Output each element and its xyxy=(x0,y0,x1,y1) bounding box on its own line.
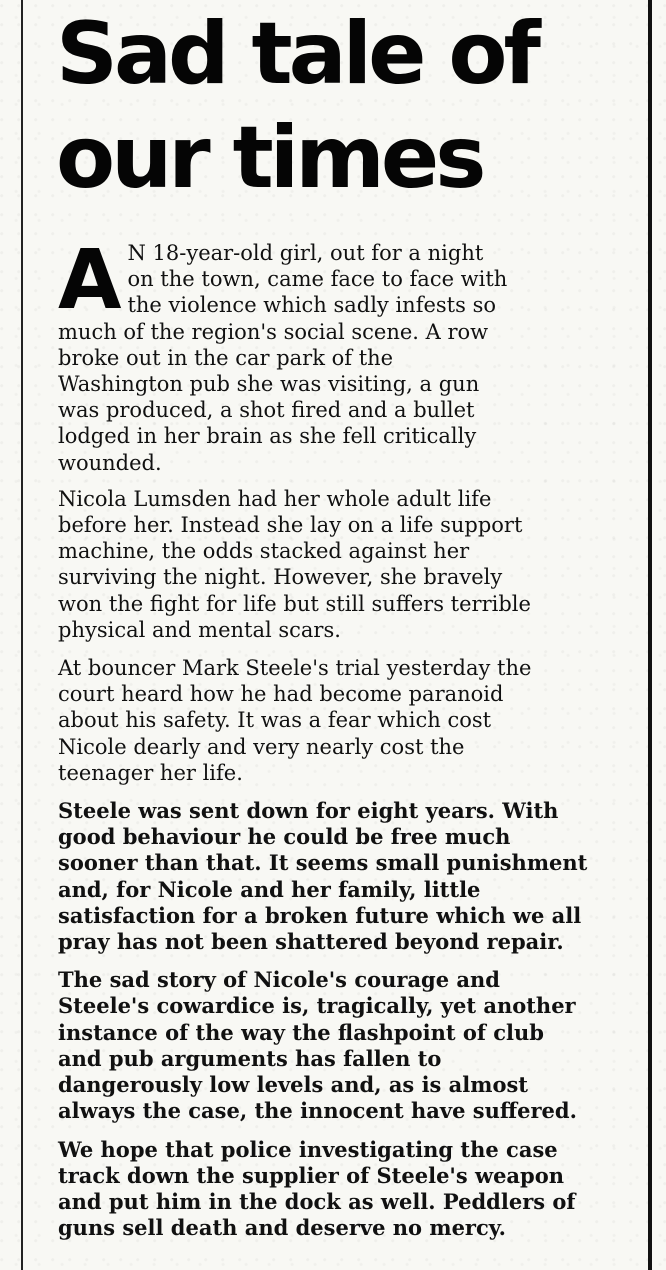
paragraph-4-line: pray has not been shattered beyond repair. xyxy=(58,929,564,955)
paragraph-2-line: Nicola Lumsden had her whole adult life xyxy=(58,486,492,511)
paragraph-5-line: always the case, the innocent have suffered. xyxy=(58,1098,577,1124)
paragraph-4-line: Steele was sent down for eight years. With xyxy=(58,798,559,824)
paragraph-2-line: before her. Instead she lay on a life support xyxy=(58,513,523,538)
paragraph-4-line: good behaviour he could be free much xyxy=(58,824,511,850)
paragraph-1-line: the violence which sadly infests so xyxy=(127,293,496,318)
paragraph-1-line: N 18-year-old girl, out for a night xyxy=(127,241,484,265)
paragraph-2-line: machine, the odds stacked against her xyxy=(58,539,470,564)
paragraph-1-line: broke out in the car park of the xyxy=(58,345,394,370)
paragraph-5-line: dangerously low levels and, as is almost xyxy=(58,1072,529,1098)
paragraph-5-line: Steele's cowardice is, tragically, yet another xyxy=(58,993,576,1019)
paragraph-5-line: and pub arguments has fallen to xyxy=(58,1045,442,1071)
paragraph-6-line: and put him in the dock as well. Peddlers of xyxy=(58,1188,576,1214)
paragraph-5-line: instance of the way the flashpoint of club xyxy=(58,1019,544,1045)
paragraph-4-line: sooner than that. It seems small punishment xyxy=(58,850,588,876)
paragraph-1 xyxy=(58,233,618,476)
drop-cap: A xyxy=(58,233,122,328)
column-rule-right xyxy=(648,0,652,1270)
paragraph-1-line: was produced, a shot fired and a bullet xyxy=(58,398,475,423)
paragraph-3-line: teenager her life. xyxy=(58,760,243,785)
paragraph-6-line: guns sell death and deserve no mercy. xyxy=(58,1215,506,1241)
paragraph-6-line: track down the supplier of Steele's weapon xyxy=(58,1162,564,1188)
paragraph-3-line: At bouncer Mark Steele's trial yesterday the xyxy=(58,656,532,681)
paragraph-1-line: much of the region's social scene. A row xyxy=(58,319,489,344)
paragraph-2-line: won the fight for life but still suffers terrible xyxy=(58,591,531,616)
paragraph-4-line: satisfaction for a broken future which we all xyxy=(58,902,582,928)
paragraph-3-line: Nicole dearly and very nearly cost the xyxy=(58,734,465,759)
paragraph-3-line: court heard how he had become paranoid xyxy=(58,682,504,707)
headline xyxy=(56,2,636,210)
paragraph-3 xyxy=(58,655,618,786)
paragraph-6-line: We hope that police investigating the case xyxy=(58,1136,558,1162)
paragraph-1-line: wounded. xyxy=(58,450,162,475)
paragraph-1-line: Washington pub she was visiting, a gun xyxy=(58,372,480,397)
paragraph-4 xyxy=(58,798,618,955)
headline-line-1: Sad tale of xyxy=(56,4,537,104)
column-rule-left xyxy=(21,0,23,1270)
paragraph-5-line: The sad story of Nicole's courage and xyxy=(58,967,500,993)
paragraph-1-line: on the town, came face to face with xyxy=(127,267,508,292)
editorial-article xyxy=(58,233,618,1253)
paragraph-2-line: surviving the night. However, she bravely xyxy=(58,565,503,590)
paragraph-1-line: lodged in her brain as she fell critically xyxy=(58,424,477,449)
paragraph-2 xyxy=(58,486,618,643)
paragraph-5 xyxy=(58,967,618,1124)
paragraph-2-line: physical and mental scars. xyxy=(58,617,341,642)
paragraph-6 xyxy=(58,1137,618,1242)
paragraph-3-line: about his safety. It was a fear which cost xyxy=(58,708,492,733)
headline-line-2: our times xyxy=(56,108,483,208)
paragraph-4-line: and, for Nicole and her family, little xyxy=(58,876,481,902)
